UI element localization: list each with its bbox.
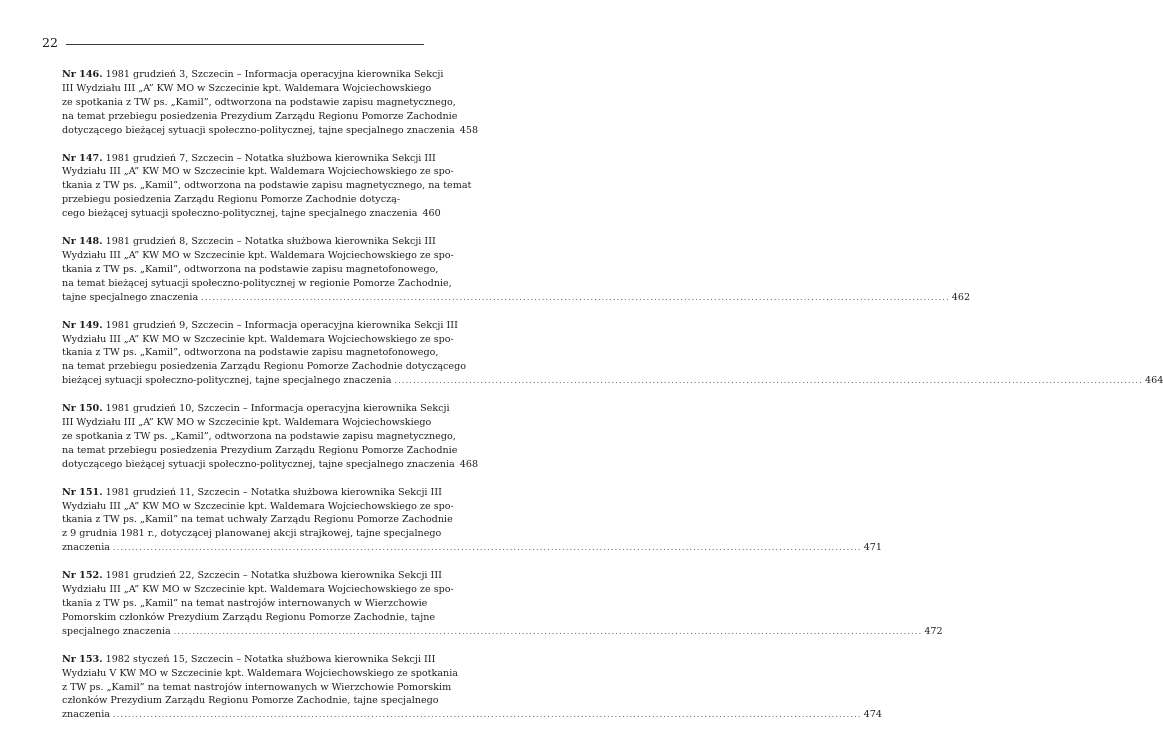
toc-entry-text: 1982 styczeń 15, Szczecin – Notatka służbowa kierownika Sekcji III <box>105 653 436 665</box>
toc-page-number[interactable]: 468 <box>459 458 479 470</box>
dot-leader: ........................................................................................................................................................................................................ <box>113 543 862 553</box>
toc-entry-line: III Wydziału III „A” KW MO w Szczecinie kpt. Waldemara Wojciechowskiego <box>62 417 432 429</box>
toc-entry-last-line <box>62 291 971 305</box>
toc-page-number[interactable]: 472 <box>924 625 943 637</box>
dot-leader: ........................................................................................................................................................................................................ <box>113 710 862 720</box>
dot-leader: ........................................................................................................................................................................................................ <box>173 626 923 636</box>
toc-entry-last-line <box>62 541 882 555</box>
toc-entry-text: 1981 grudzień 3, Szczecin – Informacja operacyjna kierownika Sekcji <box>105 69 444 80</box>
toc-entry-line: Wydziału III „A” KW MO w Szczecinie kpt. Waldemara Wojciechowskiego ze spo- <box>62 249 454 261</box>
toc-entry-line: na temat bieżącej sytuacji społeczno-politycznej w regionie Pomorze Zachodnie, <box>62 277 452 289</box>
toc-entry-text: 1981 grudzień 22, Szczecin – Notatka służbowa kierownika Sekcji III <box>105 570 442 582</box>
toc-page-number[interactable]: 458 <box>459 124 479 136</box>
toc-entry-last-line <box>62 625 943 639</box>
toc-entry-line: tkania z TW ps. „Kamil”, odtworzona na podstawie zapisu magnetycznego, na temat <box>62 180 472 192</box>
toc-entry-text: tajne specjalnego znaczenia <box>62 291 199 303</box>
toc-entry-text: znaczenia <box>62 709 111 721</box>
toc-entry-line: Wydziału III „A” KW MO w Szczecinie kpt. Waldemara Wojciechowskiego ze spo- <box>62 584 454 596</box>
toc-entry-number: Nr 149. <box>62 319 103 331</box>
toc-page-number[interactable]: 471 <box>863 542 882 554</box>
toc-page-number[interactable]: 460 <box>422 208 441 220</box>
toc-entry-line <box>62 152 436 166</box>
toc-entry-line: z 9 grudnia 1981 r., dotyczącej planowanej akcji strajkowej, tajne specjalnego <box>62 528 442 540</box>
toc-entry-line: ze spotkania z TW ps. „Kamil”, odtworzona na podstawie zapisu magnetycznego, <box>62 430 456 442</box>
toc-entry-number: Nr 147. <box>62 152 103 164</box>
toc-entry-line: na temat przebiegu posiedzenia Zarządu Regionu Pomorze Zachodnie dotyczącego <box>62 361 467 373</box>
toc-entry-line <box>62 569 442 583</box>
toc-entry-text: cego bieżącej sytuacji społeczno-politycznej, tajne specjalnego znaczenia <box>62 208 418 220</box>
toc-entry-line <box>62 68 444 82</box>
toc-entry[interactable] <box>62 402 479 472</box>
toc-entry-last-line <box>62 458 479 472</box>
dot-leader: ........................................................................................................................................................................................................ <box>394 376 1144 386</box>
toc-entry-line: na temat przebiegu posiedzenia Prezydium Zarządu Regionu Pomorze Zachodnie <box>62 110 458 122</box>
toc-entry-last-line <box>62 374 1163 388</box>
toc-entry[interactable] <box>62 235 971 305</box>
toc-entry[interactable] <box>62 68 479 138</box>
toc-entry[interactable] <box>62 152 472 222</box>
toc-entry-line <box>62 486 442 500</box>
toc-entry-line: na temat przebiegu posiedzenia Prezydium Zarządu Regionu Pomorze Zachodnie <box>62 444 458 456</box>
toc-entry-text: specjalnego znaczenia <box>62 625 171 637</box>
page-number: 22 <box>42 35 58 50</box>
toc-page-number[interactable]: 474 <box>863 709 882 721</box>
toc-entry-line: Wydziału III „A” KW MO w Szczecinie kpt. Waldemara Wojciechowskiego ze spo- <box>62 500 454 512</box>
toc-entry[interactable] <box>62 653 882 723</box>
toc-entry-number: Nr 151. <box>62 486 103 498</box>
toc-entry-line: tkania z TW ps. „Kamil”, odtworzona na podstawie zapisu magnetofonowego, <box>62 347 439 359</box>
toc-entry-last-line <box>62 124 479 138</box>
toc-entry-line: Wydziału III „A” KW MO w Szczecinie kpt. Waldemara Wojciechowskiego ze spo- <box>62 166 454 178</box>
toc-entry-text: 1981 grudzień 8, Szczecin – Notatka służbowa kierownika Sekcji III <box>105 236 436 248</box>
toc-entry-line: tkania z TW ps. „Kamil” na temat nastrojów internowanych w Wierzchowie <box>62 598 428 609</box>
toc-page-number[interactable]: 464 <box>1145 375 1163 387</box>
toc-entry-text: bieżącej sytuacji społeczno-politycznej, tajne specjalnego znaczenia <box>62 375 392 387</box>
toc-entry[interactable] <box>62 319 1163 389</box>
header-rule <box>66 44 424 45</box>
toc-entry-line <box>62 653 436 667</box>
toc-entry-line: Wydziału III „A” KW MO w Szczecinie kpt. Waldemara Wojciechowskiego ze spo- <box>62 333 454 345</box>
toc-entry-line: tkania z TW ps. „Kamil” na temat uchwały Zarządu Regionu Pomorze Zachodnie <box>62 514 453 526</box>
toc-entry-line: III Wydziału III „A” KW MO w Szczecinie kpt. Waldemara Wojciechowskiego <box>62 82 432 94</box>
toc-entry[interactable] <box>62 486 882 556</box>
toc-page-number[interactable]: 462 <box>951 291 971 303</box>
toc-entry-number: Nr 152. <box>62 570 103 582</box>
toc-entry-last-line <box>62 708 882 722</box>
toc-entry-line: przebiegu posiedzenia Zarządu Regionu Pomorze Zachodnie dotyczą- <box>62 194 401 206</box>
toc-entry-line: Wydziału V KW MO w Szczecinie kpt. Waldemara Wojciechowskiego ze spotkania <box>62 667 459 679</box>
toc-entry-text: 1981 grudzień 9, Szczecin – Informacja operacyjna kierownika Sekcji III <box>105 319 458 331</box>
toc-entry-line: członków Prezydium Zarządu Regionu Pomorze Zachodnie, tajne specjalnego <box>62 695 439 707</box>
toc-entry-line <box>62 319 458 333</box>
toc-entry-line: tkania z TW ps. „Kamil”, odtworzona na podstawie zapisu magnetofonowego, <box>62 263 439 275</box>
toc-entry-text: dotyczącego bieżącej sytuacji społeczno-politycznej, tajne specjalnego znaczenia <box>62 458 455 470</box>
toc-entry-number: Nr 146. <box>62 69 103 80</box>
toc-entry-text: dotyczącego bieżącej sytuacji społeczno-politycznej, tajne specjalnego znaczenia <box>62 124 455 136</box>
toc-entry-line: Pomorskim członków Prezydium Zarządu Regionu Pomorze Zachodnie, tajne <box>62 611 436 623</box>
toc-entry-line: ze spotkania z TW ps. „Kamil”, odtworzona na podstawie zapisu magnetycznego, <box>62 96 456 108</box>
toc-entry-text: 1981 grudzień 11, Szczecin – Notatka służbowa kierownika Sekcji III <box>105 486 442 498</box>
toc-entry-text: 1981 grudzień 10, Szczecin – Informacja operacyjna kierownika Sekcji <box>105 403 450 415</box>
toc-entry-line <box>62 402 450 416</box>
toc-entry-text: znaczenia <box>62 542 111 554</box>
toc-entry[interactable] <box>62 569 943 639</box>
toc-entry-number: Nr 150. <box>62 403 103 415</box>
table-of-contents <box>62 68 1163 736</box>
toc-entry-number: Nr 148. <box>62 236 103 248</box>
dot-leader: ........................................................................................................................................................................................................ <box>201 292 950 302</box>
toc-entry-text: 1981 grudzień 7, Szczecin – Notatka służbowa kierownika Sekcji III <box>105 152 436 164</box>
toc-entry-line: z TW ps. „Kamil” na temat nastrojów internowanych w Wierzchowie Pomorskim <box>62 681 452 693</box>
toc-entry-last-line <box>62 207 441 221</box>
toc-entry-line <box>62 235 436 249</box>
toc-entry-number: Nr 153. <box>62 653 103 665</box>
